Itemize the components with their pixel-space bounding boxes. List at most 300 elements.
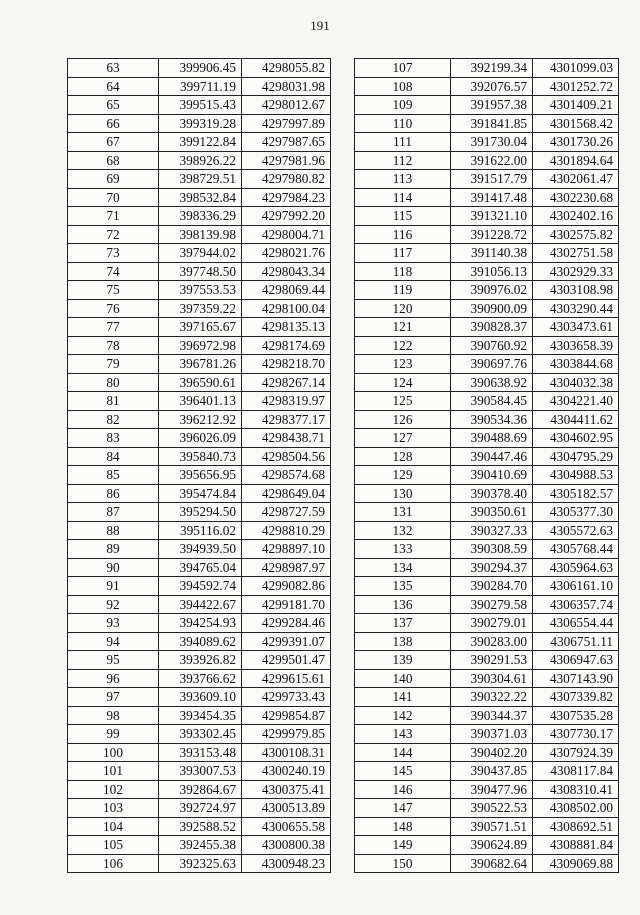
table-row [68, 706, 331, 725]
y-coordinate-cell: 4298031.98 [242, 77, 331, 96]
point-number-cell: 108 [355, 77, 451, 96]
point-number-cell: 122 [355, 336, 451, 355]
table-row [68, 281, 331, 300]
x-coordinate-cell: 393153.48 [159, 743, 242, 762]
y-coordinate-cell: 4300108.31 [242, 743, 331, 762]
table-row [355, 558, 619, 577]
x-coordinate-cell: 391622.00 [451, 151, 533, 170]
x-coordinate-cell: 390304.61 [451, 669, 533, 688]
point-number-cell: 132 [355, 521, 451, 540]
point-number-cell: 121 [355, 318, 451, 337]
table-row [355, 817, 619, 836]
y-coordinate-cell: 4297984.23 [242, 188, 331, 207]
x-coordinate-cell: 392199.34 [451, 59, 533, 78]
table-row [355, 318, 619, 337]
point-number-cell: 104 [68, 817, 159, 836]
y-coordinate-cell: 4299181.70 [242, 595, 331, 614]
point-number-cell: 127 [355, 429, 451, 448]
y-coordinate-cell: 4299391.07 [242, 632, 331, 651]
x-coordinate-cell: 394765.04 [159, 558, 242, 577]
table-row [68, 762, 331, 781]
y-coordinate-cell: 4302929.33 [533, 262, 619, 281]
y-coordinate-cell: 4307924.39 [533, 743, 619, 762]
y-coordinate-cell: 4308692.51 [533, 817, 619, 836]
y-coordinate-cell: 4308502.00 [533, 799, 619, 818]
table-row [355, 336, 619, 355]
y-coordinate-cell: 4308881.84 [533, 836, 619, 855]
table-row [355, 225, 619, 244]
point-number-cell: 135 [355, 577, 451, 596]
table-row [68, 521, 331, 540]
y-coordinate-cell: 4297992.20 [242, 207, 331, 226]
table-row [355, 355, 619, 374]
x-coordinate-cell: 390344.37 [451, 706, 533, 725]
y-coordinate-cell: 4299501.47 [242, 651, 331, 670]
table-row [355, 447, 619, 466]
y-coordinate-cell: 4303108.98 [533, 281, 619, 300]
table-row [355, 484, 619, 503]
x-coordinate-cell: 390308.59 [451, 540, 533, 559]
x-coordinate-cell: 394592.74 [159, 577, 242, 596]
x-coordinate-cell: 398926.22 [159, 151, 242, 170]
table-row [355, 244, 619, 263]
x-coordinate-cell: 391517.79 [451, 170, 533, 189]
y-coordinate-cell: 4304795.29 [533, 447, 619, 466]
x-coordinate-cell: 396212.92 [159, 410, 242, 429]
x-coordinate-cell: 390402.20 [451, 743, 533, 762]
point-number-cell: 149 [355, 836, 451, 855]
page-number: 191 [310, 18, 330, 33]
table-row [68, 262, 331, 281]
point-number-cell: 91 [68, 577, 159, 596]
x-coordinate-cell: 395116.02 [159, 521, 242, 540]
x-coordinate-cell: 398729.51 [159, 170, 242, 189]
table-row [68, 743, 331, 762]
coordinates-table-left-body [68, 59, 331, 873]
x-coordinate-cell: 390682.64 [451, 854, 533, 873]
table-row [68, 318, 331, 337]
table-row [355, 503, 619, 522]
point-number-cell: 71 [68, 207, 159, 226]
table-row [355, 651, 619, 670]
table-row [68, 503, 331, 522]
table-row [355, 854, 619, 873]
y-coordinate-cell: 4298897.10 [242, 540, 331, 559]
y-coordinate-cell: 4298319.97 [242, 392, 331, 411]
point-number-cell: 64 [68, 77, 159, 96]
y-coordinate-cell: 4299733.43 [242, 688, 331, 707]
point-number-cell: 84 [68, 447, 159, 466]
y-coordinate-cell: 4301730.26 [533, 133, 619, 152]
x-coordinate-cell: 395656.95 [159, 466, 242, 485]
x-coordinate-cell: 397944.02 [159, 244, 242, 263]
point-number-cell: 124 [355, 373, 451, 392]
point-number-cell: 114 [355, 188, 451, 207]
table-row [355, 96, 619, 115]
point-number-cell: 118 [355, 262, 451, 281]
x-coordinate-cell: 391417.48 [451, 188, 533, 207]
y-coordinate-cell: 4309069.88 [533, 854, 619, 873]
table-row [355, 688, 619, 707]
x-coordinate-cell: 392588.52 [159, 817, 242, 836]
x-coordinate-cell: 390900.09 [451, 299, 533, 318]
point-number-cell: 106 [68, 854, 159, 873]
y-coordinate-cell: 4305572.63 [533, 521, 619, 540]
x-coordinate-cell: 390447.46 [451, 447, 533, 466]
point-number-cell: 63 [68, 59, 159, 78]
y-coordinate-cell: 4306751.11 [533, 632, 619, 651]
point-number-cell: 98 [68, 706, 159, 725]
table-row [355, 373, 619, 392]
point-number-cell: 105 [68, 836, 159, 855]
x-coordinate-cell: 396972.98 [159, 336, 242, 355]
point-number-cell: 94 [68, 632, 159, 651]
x-coordinate-cell: 399122.84 [159, 133, 242, 152]
y-coordinate-cell: 4306554.44 [533, 614, 619, 633]
table-row [355, 725, 619, 744]
table-row [68, 447, 331, 466]
x-coordinate-cell: 397553.53 [159, 281, 242, 300]
y-coordinate-cell: 4298004.71 [242, 225, 331, 244]
point-number-cell: 100 [68, 743, 159, 762]
x-coordinate-cell: 397748.50 [159, 262, 242, 281]
table-row [355, 799, 619, 818]
y-coordinate-cell: 4301568.42 [533, 114, 619, 133]
table-row [355, 743, 619, 762]
x-coordinate-cell: 394422.67 [159, 595, 242, 614]
point-number-cell: 79 [68, 355, 159, 374]
y-coordinate-cell: 4307535.28 [533, 706, 619, 725]
point-number-cell: 141 [355, 688, 451, 707]
point-number-cell: 116 [355, 225, 451, 244]
x-coordinate-cell: 392864.67 [159, 780, 242, 799]
x-coordinate-cell: 395294.50 [159, 503, 242, 522]
point-number-cell: 86 [68, 484, 159, 503]
y-coordinate-cell: 4299284.46 [242, 614, 331, 633]
y-coordinate-cell: 4300655.58 [242, 817, 331, 836]
x-coordinate-cell: 390477.96 [451, 780, 533, 799]
x-coordinate-cell: 399319.28 [159, 114, 242, 133]
point-number-cell: 109 [355, 96, 451, 115]
table-row [68, 558, 331, 577]
coordinates-table-right-body [355, 59, 619, 873]
table-row [68, 651, 331, 670]
table-row [355, 410, 619, 429]
point-number-cell: 103 [68, 799, 159, 818]
point-number-cell: 78 [68, 336, 159, 355]
y-coordinate-cell: 4298021.76 [242, 244, 331, 263]
y-coordinate-cell: 4298043.34 [242, 262, 331, 281]
table-row [355, 151, 619, 170]
x-coordinate-cell: 390294.37 [451, 558, 533, 577]
table-row [355, 77, 619, 96]
table-row [355, 299, 619, 318]
table-row [68, 780, 331, 799]
y-coordinate-cell: 4303290.44 [533, 299, 619, 318]
point-number-cell: 85 [68, 466, 159, 485]
point-number-cell: 80 [68, 373, 159, 392]
y-coordinate-cell: 4300240.19 [242, 762, 331, 781]
x-coordinate-cell: 390371.03 [451, 725, 533, 744]
point-number-cell: 117 [355, 244, 451, 263]
y-coordinate-cell: 4298135.13 [242, 318, 331, 337]
table-row [68, 133, 331, 152]
point-number-cell: 81 [68, 392, 159, 411]
table-row [355, 595, 619, 614]
x-coordinate-cell: 397359.22 [159, 299, 242, 318]
point-number-cell: 68 [68, 151, 159, 170]
point-number-cell: 69 [68, 170, 159, 189]
table-row [68, 355, 331, 374]
point-number-cell: 97 [68, 688, 159, 707]
y-coordinate-cell: 4305964.63 [533, 558, 619, 577]
table-row [355, 836, 619, 855]
y-coordinate-cell: 4298987.97 [242, 558, 331, 577]
point-number-cell: 147 [355, 799, 451, 818]
x-coordinate-cell: 390828.37 [451, 318, 533, 337]
point-number-cell: 131 [355, 503, 451, 522]
point-number-cell: 88 [68, 521, 159, 540]
point-number-cell: 148 [355, 817, 451, 836]
point-number-cell: 129 [355, 466, 451, 485]
point-number-cell: 112 [355, 151, 451, 170]
y-coordinate-cell: 4302230.68 [533, 188, 619, 207]
x-coordinate-cell: 393007.53 [159, 762, 242, 781]
y-coordinate-cell: 4300375.41 [242, 780, 331, 799]
x-coordinate-cell: 390437.85 [451, 762, 533, 781]
table-row [68, 484, 331, 503]
point-number-cell: 72 [68, 225, 159, 244]
point-number-cell: 99 [68, 725, 159, 744]
y-coordinate-cell: 4305768.44 [533, 540, 619, 559]
table-row [68, 188, 331, 207]
x-coordinate-cell: 390534.36 [451, 410, 533, 429]
table-row [68, 466, 331, 485]
x-coordinate-cell: 391841.85 [451, 114, 533, 133]
point-number-cell: 136 [355, 595, 451, 614]
y-coordinate-cell: 4298267.14 [242, 373, 331, 392]
y-coordinate-cell: 4304411.62 [533, 410, 619, 429]
table-row [355, 59, 619, 78]
x-coordinate-cell: 391228.72 [451, 225, 533, 244]
table-row [68, 632, 331, 651]
table-row [68, 114, 331, 133]
table-row [355, 780, 619, 799]
point-number-cell: 102 [68, 780, 159, 799]
x-coordinate-cell: 390976.02 [451, 281, 533, 300]
table-row [68, 244, 331, 263]
table-row [68, 410, 331, 429]
table-row [68, 669, 331, 688]
y-coordinate-cell: 4302402.16 [533, 207, 619, 226]
x-coordinate-cell: 394939.50 [159, 540, 242, 559]
y-coordinate-cell: 4298727.59 [242, 503, 331, 522]
table-row [68, 725, 331, 744]
y-coordinate-cell: 4306947.63 [533, 651, 619, 670]
y-coordinate-cell: 4303844.68 [533, 355, 619, 374]
y-coordinate-cell: 4301409.21 [533, 96, 619, 115]
point-number-cell: 143 [355, 725, 451, 744]
point-number-cell: 145 [355, 762, 451, 781]
point-number-cell: 89 [68, 540, 159, 559]
point-number-cell: 96 [68, 669, 159, 688]
x-coordinate-cell: 396401.13 [159, 392, 242, 411]
x-coordinate-cell: 390284.70 [451, 577, 533, 596]
table-row [68, 392, 331, 411]
x-coordinate-cell: 390291.53 [451, 651, 533, 670]
x-coordinate-cell: 394089.62 [159, 632, 242, 651]
y-coordinate-cell: 4304602.95 [533, 429, 619, 448]
point-number-cell: 130 [355, 484, 451, 503]
x-coordinate-cell: 398139.98 [159, 225, 242, 244]
x-coordinate-cell: 392325.63 [159, 854, 242, 873]
point-number-cell: 137 [355, 614, 451, 633]
point-number-cell: 92 [68, 595, 159, 614]
x-coordinate-cell: 391140.38 [451, 244, 533, 263]
x-coordinate-cell: 391321.10 [451, 207, 533, 226]
x-coordinate-cell: 390638.92 [451, 373, 533, 392]
table-row [355, 207, 619, 226]
y-coordinate-cell: 4299979.85 [242, 725, 331, 744]
x-coordinate-cell: 396590.61 [159, 373, 242, 392]
y-coordinate-cell: 4303473.61 [533, 318, 619, 337]
x-coordinate-cell: 392455.38 [159, 836, 242, 855]
table-row [68, 577, 331, 596]
table-row [355, 614, 619, 633]
y-coordinate-cell: 4297987.65 [242, 133, 331, 152]
x-coordinate-cell: 392076.57 [451, 77, 533, 96]
y-coordinate-cell: 4298810.29 [242, 521, 331, 540]
y-coordinate-cell: 4300513.89 [242, 799, 331, 818]
point-number-cell: 134 [355, 558, 451, 577]
table-row [68, 799, 331, 818]
point-number-cell: 90 [68, 558, 159, 577]
y-coordinate-cell: 4301894.64 [533, 151, 619, 170]
x-coordinate-cell: 397165.67 [159, 318, 242, 337]
point-number-cell: 70 [68, 188, 159, 207]
table-row [355, 262, 619, 281]
table-row [68, 207, 331, 226]
y-coordinate-cell: 4298504.56 [242, 447, 331, 466]
point-number-cell: 115 [355, 207, 451, 226]
y-coordinate-cell: 4297997.89 [242, 114, 331, 133]
point-number-cell: 120 [355, 299, 451, 318]
y-coordinate-cell: 4304221.40 [533, 392, 619, 411]
table-row [355, 114, 619, 133]
table-row [68, 373, 331, 392]
x-coordinate-cell: 392724.97 [159, 799, 242, 818]
x-coordinate-cell: 390624.89 [451, 836, 533, 855]
y-coordinate-cell: 4304032.38 [533, 373, 619, 392]
y-coordinate-cell: 4304988.53 [533, 466, 619, 485]
point-number-cell: 107 [355, 59, 451, 78]
point-number-cell: 67 [68, 133, 159, 152]
point-number-cell: 77 [68, 318, 159, 337]
table-row [355, 392, 619, 411]
point-number-cell: 128 [355, 447, 451, 466]
x-coordinate-cell: 399711.19 [159, 77, 242, 96]
table-row [68, 151, 331, 170]
x-coordinate-cell: 390283.00 [451, 632, 533, 651]
y-coordinate-cell: 4306357.74 [533, 595, 619, 614]
y-coordinate-cell: 4307143.90 [533, 669, 619, 688]
point-number-cell: 74 [68, 262, 159, 281]
table-row [68, 59, 331, 78]
x-coordinate-cell: 395474.84 [159, 484, 242, 503]
point-number-cell: 65 [68, 96, 159, 115]
x-coordinate-cell: 390378.40 [451, 484, 533, 503]
x-coordinate-cell: 391957.38 [451, 96, 533, 115]
table-row [355, 632, 619, 651]
x-coordinate-cell: 390322.22 [451, 688, 533, 707]
y-coordinate-cell: 4301099.03 [533, 59, 619, 78]
point-number-cell: 101 [68, 762, 159, 781]
table-row [355, 521, 619, 540]
table-row [68, 595, 331, 614]
point-number-cell: 73 [68, 244, 159, 263]
x-coordinate-cell: 390327.33 [451, 521, 533, 540]
y-coordinate-cell: 4298174.69 [242, 336, 331, 355]
point-number-cell: 146 [355, 780, 451, 799]
y-coordinate-cell: 4301252.72 [533, 77, 619, 96]
table-row [355, 429, 619, 448]
point-number-cell: 144 [355, 743, 451, 762]
table-row [355, 188, 619, 207]
point-number-cell: 139 [355, 651, 451, 670]
point-number-cell: 95 [68, 651, 159, 670]
table-row [68, 614, 331, 633]
x-coordinate-cell: 399515.43 [159, 96, 242, 115]
y-coordinate-cell: 4298649.04 [242, 484, 331, 503]
point-number-cell: 82 [68, 410, 159, 429]
y-coordinate-cell: 4298100.04 [242, 299, 331, 318]
y-coordinate-cell: 4305182.57 [533, 484, 619, 503]
table-row [68, 540, 331, 559]
y-coordinate-cell: 4307339.82 [533, 688, 619, 707]
y-coordinate-cell: 4298012.67 [242, 96, 331, 115]
table-row [355, 170, 619, 189]
x-coordinate-cell: 396781.26 [159, 355, 242, 374]
x-coordinate-cell: 390410.69 [451, 466, 533, 485]
x-coordinate-cell: 390522.53 [451, 799, 533, 818]
point-number-cell: 138 [355, 632, 451, 651]
y-coordinate-cell: 4298218.70 [242, 355, 331, 374]
x-coordinate-cell: 398336.29 [159, 207, 242, 226]
x-coordinate-cell: 390760.92 [451, 336, 533, 355]
table-row [68, 688, 331, 707]
x-coordinate-cell: 390488.69 [451, 429, 533, 448]
point-number-cell: 123 [355, 355, 451, 374]
x-coordinate-cell: 394254.93 [159, 614, 242, 633]
point-number-cell: 111 [355, 133, 451, 152]
point-number-cell: 133 [355, 540, 451, 559]
x-coordinate-cell: 390279.58 [451, 595, 533, 614]
table-row [355, 669, 619, 688]
y-coordinate-cell: 4298069.44 [242, 281, 331, 300]
table-row [68, 854, 331, 873]
table-row [68, 429, 331, 448]
table-row [355, 133, 619, 152]
table-row [68, 170, 331, 189]
coordinates-table-left [67, 58, 331, 873]
x-coordinate-cell: 390571.51 [451, 817, 533, 836]
table-row [355, 577, 619, 596]
point-number-cell: 83 [68, 429, 159, 448]
table-row [68, 77, 331, 96]
point-number-cell: 113 [355, 170, 451, 189]
point-number-cell: 142 [355, 706, 451, 725]
y-coordinate-cell: 4308117.84 [533, 762, 619, 781]
